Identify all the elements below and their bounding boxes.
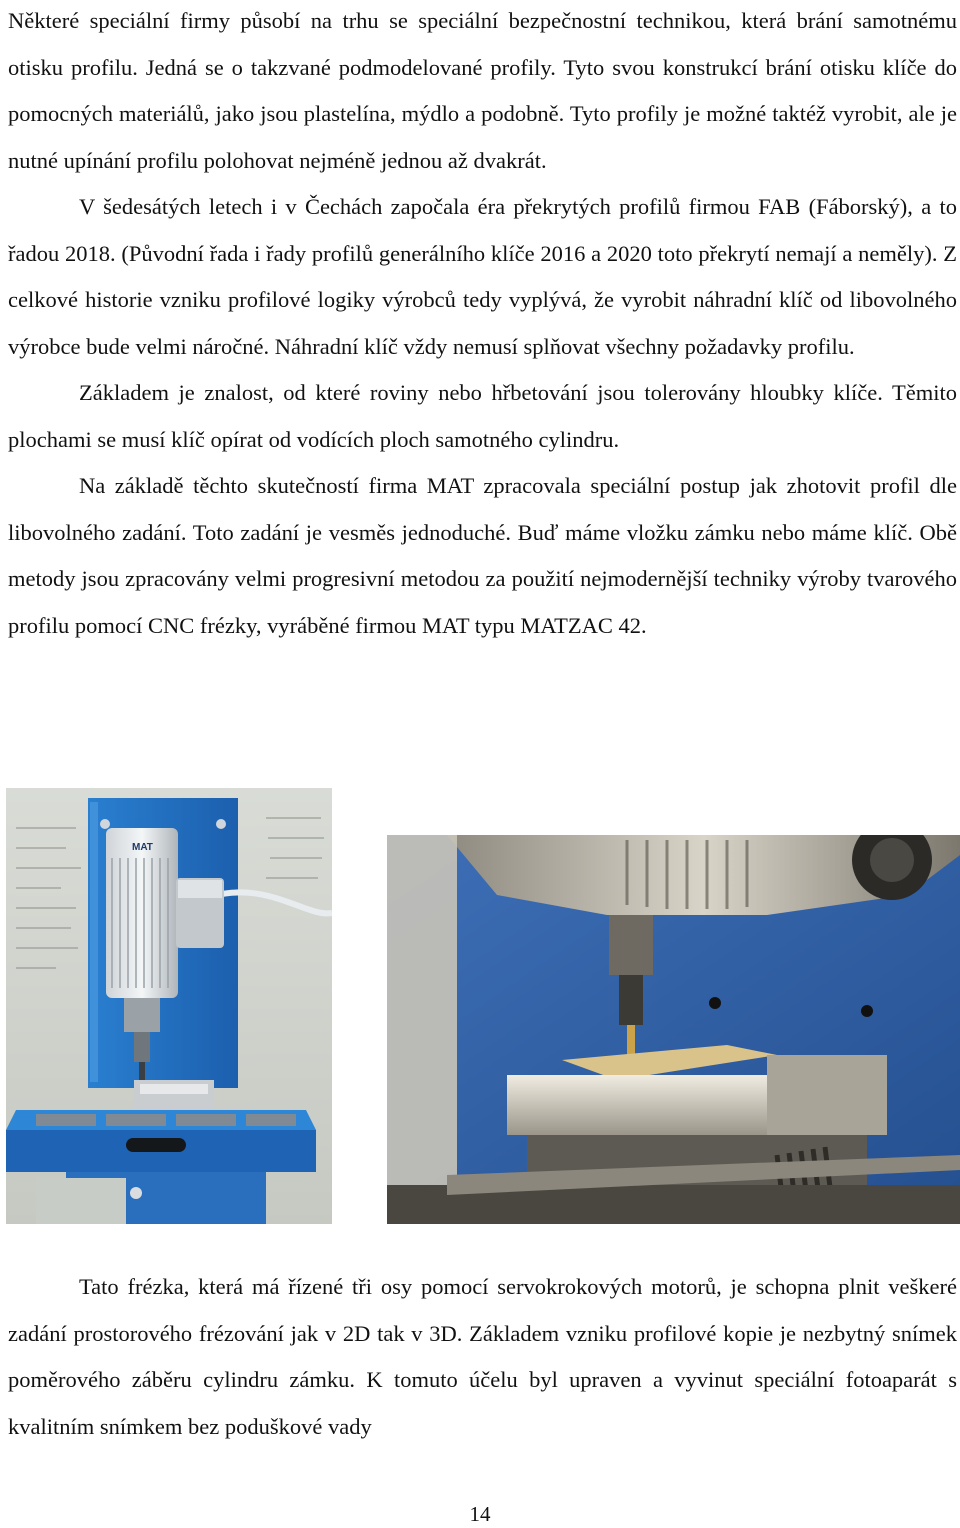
text-block-bottom: [8, 1264, 957, 1450]
machine-brand-label: MAT: [132, 842, 153, 853]
paragraph: Na základě těchto skutečností firma MAT zpracovala speciální postup jak zhotovit profil dle libovolného zadání. Toto zadání je vesměs jednoduché. Buď máme vložku zámku nebo máme klíč. Obě metody jsou zpracovány velmi progresivní metodou za použití nejmodernější techniky výroby tvarového profilu pomocí CNC frézky, vyráběné firmou MAT typu MATZAC 42.: [8, 473, 957, 638]
paragraph: Tato frézka, která má řízené tři osy pomocí servokrokových motorů, je schopna plnit veškeré zadání prostorového frézování jak v 2D tak v 3D. Základem vzniku profilové kopie je nezbytný snímek poměrového záběru cylindru zámku. K tomuto účelu byl upraven a vyvinut speciální fotoaparát s kvalitním snímkem bez poduškové vady: [8, 1274, 957, 1439]
paragraph: Základem je znalost, od které roviny nebo hřbetování jsou tolerovány hloubky klíče. Těmito plochami se musí klíč opírat od vodících ploch samotného cylindru.: [8, 380, 957, 452]
cnc-machine-illustration: [6, 788, 332, 1224]
page-number: 14: [469, 1502, 491, 1526]
text-block-top: [8, 0, 957, 649]
photo-cnc-milling-machine: [6, 788, 332, 1224]
milling-closeup-illustration: [387, 835, 960, 1224]
photo-milling-closeup: [387, 835, 960, 1224]
paragraph: V šedesátých letech i v Čechách započala éra překrytých profilů firmou FAB (Fáborský), a to řadou 2018. (Původní řada i řady profilů generálního klíče 2016 a 2020 toto překrytí nemají a neměly). Z celkové historie vzniku profilové logiky výrobců tedy vyplývá, že vyrobit náhradní klíč od libovolného výrobce bude velmi náročné. Náhradní klíč vždy nemusí splňovat všechny požadavky profilu.: [8, 194, 957, 359]
paragraph: Některé speciální firmy působí na trhu se speciální bezpečnostní technikou, která brání samotnému otisku profilu. Jedná se o takzvané podmodelované profily. Tyto svou konstrukcí brání otisku klíče do pomocných materiálů, jako jsou plastelína, mýdlo a podobně. Tyto profily je možné taktéž vyrobit, ale je nutné upínání profilu polohovat nejméně jednou až dvakrát.: [8, 8, 957, 173]
